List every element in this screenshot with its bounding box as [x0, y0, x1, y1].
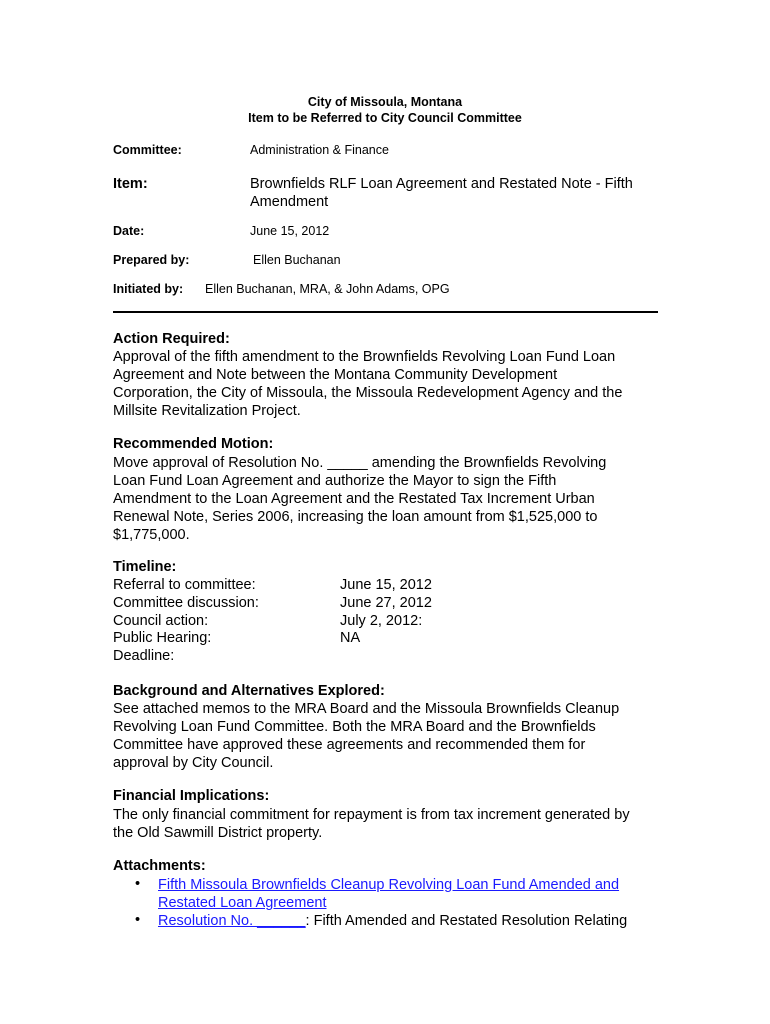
date-value: June 15, 2012: [250, 224, 330, 238]
committee-label: Committee:: [113, 143, 182, 157]
timeline-label-hearing: Public Hearing:: [113, 630, 212, 646]
text-line: Approval of the fifth amendment to the Brownfields Revolving Loan Fund Loan: [113, 349, 616, 365]
bullet-icon: •: [135, 876, 141, 892]
text-line: Corporation, the City of Missoula, the Missoula Redevelopment Agency and the: [113, 385, 623, 401]
timeline-value-referral: June 15, 2012: [340, 577, 432, 593]
text-line: The only financial commitment for repayment is from tax increment generated by: [113, 807, 630, 823]
item-value-line2: Amendment: [250, 194, 329, 210]
timeline-label-referral: Referral to committee:: [113, 577, 256, 593]
date-label: Date:: [113, 224, 145, 238]
timeline-value-hearing: NA: [340, 630, 361, 646]
text-line: Move approval of Resolution No. _____ amending the Brownfields Revolving: [113, 455, 607, 471]
action-required-title: Action Required:: [113, 331, 230, 347]
initiated-by-label: Initiated by:: [113, 282, 184, 296]
divider-rule: [113, 311, 658, 313]
attachment-link-resolution[interactable]: Resolution No. ______: [158, 913, 306, 929]
timeline-label-council: Council action:: [113, 613, 209, 629]
timeline-label-discussion: Committee discussion:: [113, 595, 259, 611]
text-line: Committee have approved these agreements and recommended them for: [113, 737, 586, 753]
item-value-line1: Brownfields RLF Loan Agreement and Restated Note - Fifth: [250, 176, 633, 192]
financial-title: Financial Implications:: [113, 788, 270, 804]
financial-text: [113, 806, 658, 842]
text-line: approval by City Council.: [113, 755, 274, 771]
attachment-resolution-text: : Fifth Amended and Restated Resolution Relating: [305, 913, 628, 929]
header-city: City of Missoula, Montana: [307, 95, 463, 109]
item-label: Item:: [113, 176, 148, 192]
attachment-link-loan-agreement[interactable]: Fifth Missoula Brownfields Cleanup Revolving Loan Fund Amended and: [158, 877, 620, 893]
text-line: See attached memos to the MRA Board and the Missoula Brownfields Cleanup: [113, 701, 620, 717]
prepared-by-value: Ellen Buchanan: [253, 253, 341, 267]
text-line: Loan Fund Loan Agreement and authorize the Mayor to sign the Fifth: [113, 473, 557, 489]
attachment-link-loan-agreement-cont[interactable]: Restated Loan Agreement: [158, 895, 327, 911]
text-line: Millsite Revitalization Project.: [113, 403, 301, 419]
timeline-value-discussion: June 27, 2012: [340, 595, 432, 611]
header-subtitle: Item to be Referred to City Council Committee: [248, 111, 522, 125]
recommended-motion-title: Recommended Motion:: [113, 436, 274, 452]
text-line: Revolving Loan Fund Committee. Both the MRA Board and the Brownfields: [113, 719, 596, 735]
background-title: Background and Alternatives Explored:: [113, 683, 385, 699]
timeline-value-council: July 2, 2012:: [340, 613, 423, 629]
action-required-text: [113, 348, 658, 420]
timeline-title: Timeline:: [113, 559, 177, 575]
attachment-item-2: [158, 912, 658, 930]
bullet-icon: •: [135, 912, 141, 928]
text-line: Amendment to the Loan Agreement and the Restated Tax Increment Urban: [113, 491, 595, 507]
recommended-motion-text: [113, 454, 658, 544]
text-line: Renewal Note, Series 2006, increasing the loan amount from $1,525,000 to: [113, 509, 598, 525]
attachment-item-1[interactable]: [158, 876, 658, 912]
text-line: the Old Sawmill District property.: [113, 825, 323, 841]
initiated-by-value: Ellen Buchanan, MRA, & John Adams, OPG: [205, 282, 450, 296]
committee-value: Administration & Finance: [250, 143, 389, 157]
prepared-by-label: Prepared by:: [113, 253, 190, 267]
attachments-title: Attachments:: [113, 858, 206, 874]
text-line: Agreement and Note between the Montana Community Development: [113, 367, 558, 383]
background-text: [113, 700, 658, 772]
text-line: $1,775,000.: [113, 527, 190, 543]
timeline-label-deadline: Deadline:: [113, 648, 175, 664]
